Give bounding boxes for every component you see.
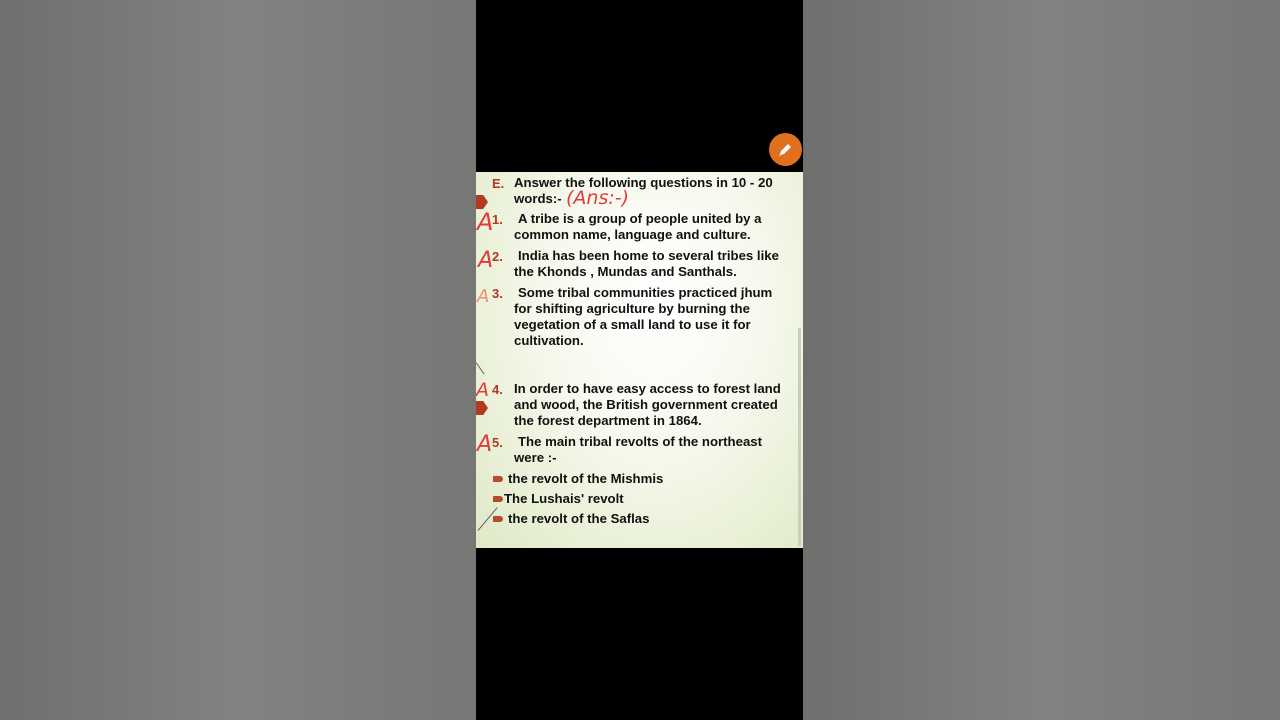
bullet-icon [493, 476, 503, 482]
answer-2-line-2: the Khonds , Mundas and Santhals. [514, 264, 737, 279]
bullet-icon [493, 496, 503, 502]
bullet-item: the revolt of the Mishmis [508, 471, 664, 486]
section-label: E. [492, 176, 505, 191]
handwritten-mark: A [477, 432, 493, 457]
answer-4-line-2: and wood, the British government created [514, 397, 778, 412]
answer-3-line-1: Some tribal communities practiced jhum [518, 285, 773, 300]
bullet-item: The Lushais' revolt [504, 491, 624, 506]
blurred-background-left [0, 0, 476, 720]
heading-line-1: Answer the following questions in 10 - 20 [514, 175, 773, 190]
answer-number: 2. [492, 249, 503, 264]
answer-3-line-3: vegetation of a small land to use it for [514, 317, 751, 332]
bullet-icon [493, 516, 503, 522]
handwritten-annotation: (Ans:-) [566, 187, 630, 209]
heading-line-2: words:- [514, 191, 562, 206]
answer-3-line-2: for shifting agriculture by burning the [514, 301, 750, 316]
handwritten-mark: A [477, 286, 490, 307]
answer-number: 5. [492, 435, 503, 450]
handwritten-mark: A [476, 379, 489, 401]
answer-number: 1. [492, 212, 503, 227]
answer-2-line-1: India has been home to several tribes like [518, 248, 779, 263]
answer-1-line-2: common name, language and culture. [514, 227, 751, 242]
edit-button[interactable] [769, 133, 802, 166]
answer-1-line-1: A tribe is a group of people united by a [518, 211, 762, 226]
scrollbar[interactable] [798, 328, 801, 546]
handwritten-mark: A [478, 248, 494, 273]
bullet-item: the revolt of the Saflas [508, 511, 650, 526]
slide-marker [476, 401, 488, 415]
answer-number: 3. [492, 286, 503, 301]
answer-4-line-3: the forest department in 1864. [514, 413, 702, 428]
handwritten-mark: A [477, 208, 494, 236]
slide-marker [476, 195, 488, 209]
answer-number: 4. [492, 382, 503, 397]
blurred-background-right [803, 0, 1280, 720]
slide-content [476, 172, 803, 548]
answer-4-line-1: In order to have easy access to forest land [514, 381, 781, 396]
answer-5-line-2: were :- [514, 450, 557, 465]
video-frame [476, 0, 803, 720]
answer-3-line-4: cultivation. [514, 333, 584, 348]
pencil-icon [777, 141, 794, 158]
answer-5-line-1: The main tribal revolts of the northeast [518, 434, 763, 449]
pen-stroke [476, 362, 484, 374]
